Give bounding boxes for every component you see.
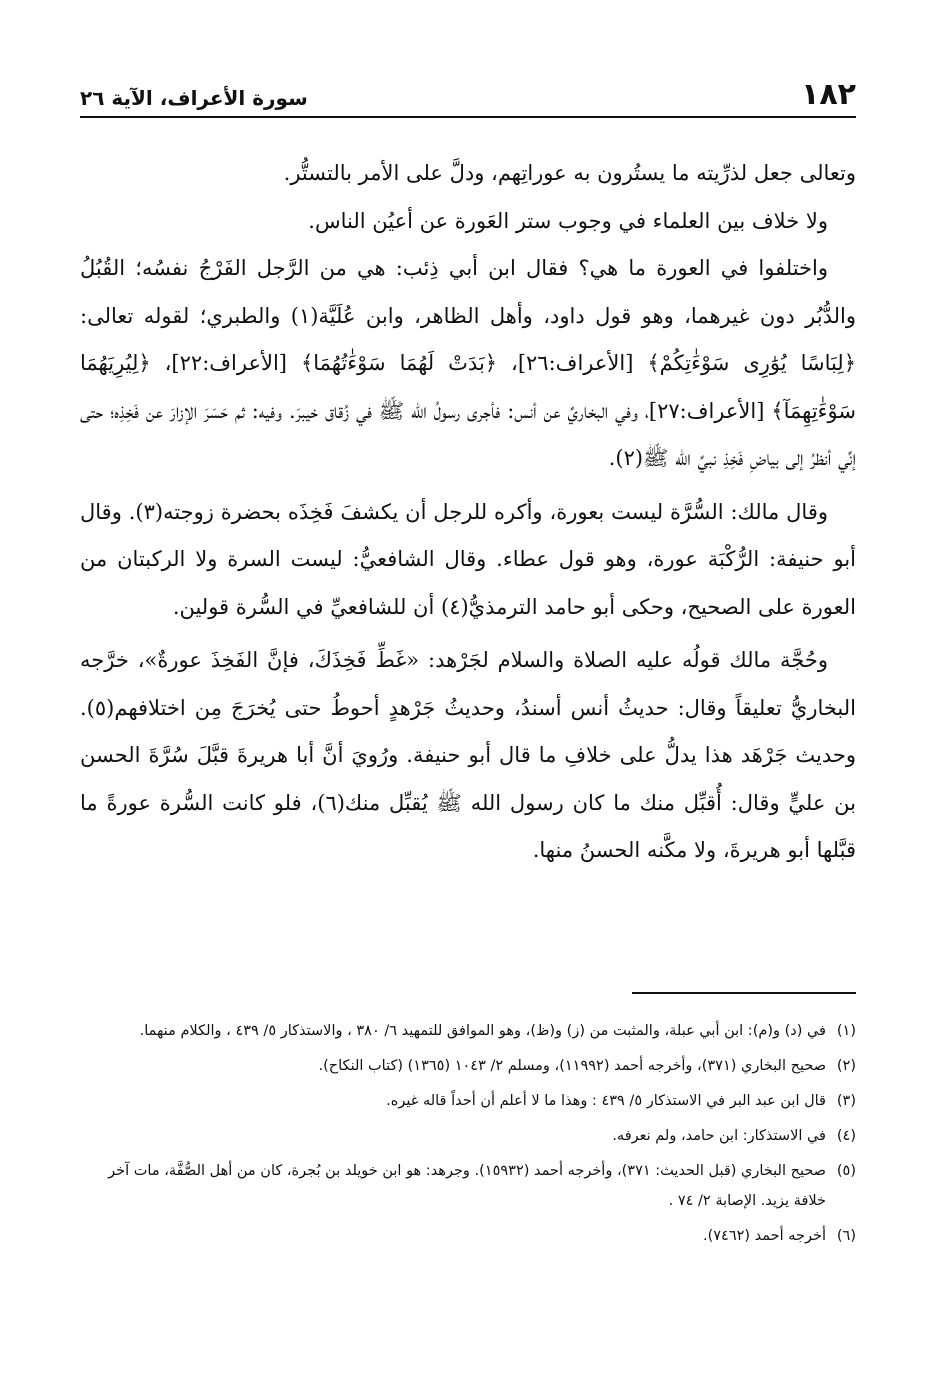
- footnote-text: في الاستذكار: ابن حامد، ولم نعرفه.: [612, 1128, 826, 1144]
- header-rule: [80, 116, 856, 118]
- footnote-number: (٥): [836, 1163, 856, 1179]
- footnote: [80, 1221, 856, 1251]
- footnote-separator: [632, 992, 856, 994]
- footnote-number: (١): [836, 1023, 856, 1039]
- running-title: سورة الأعراف، الآية ٢٦: [80, 86, 308, 110]
- footnote-text: أخرجه أحمد (٧٤٦٢).: [702, 1228, 826, 1244]
- page-number: ١٨٢: [801, 77, 856, 112]
- main-text: [80, 150, 856, 875]
- paragraph: وتعالى جعل لذرِّيته ما يستُرون به عوراتِهم، ودلَّ على الأمر بالتستُّر.: [283, 161, 856, 185]
- page-header: [80, 76, 856, 110]
- paragraph: وحُجَّة مالك قولُه عليه الصلاة والسلام لجَرْهد: «غَطِّ فَخِذَكَ، فإنَّ الفَخِذَ عورةٌ»، خرَّجه البخاريُّ تعليقاً وقال: حديثُ أنس أسندُ، وحديثُ جَرْهدٍ أحوطُ حتى يُخرَجَ مِن اختلافهم(٥). وحديث جَرْهَد هذا يدلُّ على خلافِ ما قال أبو حنيفة. ورُويَ أنَّ أبا هريرةَ قبَّلَ سُرَّةَ الحسن بن عليٍّ وقال: أُقبِّل منك ما كان رسول الله ﷺ يُقبِّل منك(٦)، فلو كانت السُّرة عورةً ما قبَّلها أبو هريرةَ، ولا مكَّنه الحسنُ منها.: [80, 648, 857, 862]
- footnote-number: (٣): [836, 1093, 856, 1109]
- footnotes: [80, 1016, 856, 1256]
- footnote-text: في (د) و(م): ابن أبي عبلة، والمثبت من (ز) و(ظ)، وهو الموافق للتمهيد ٦/ ٣٨٠ ، والاستذكار ٥/ ٤٣٩ ، والكلام منهما.: [139, 1023, 826, 1039]
- footnote-number: (٤): [836, 1128, 856, 1144]
- footnote-text: صحيح البخاري (قبل الحديث: ٣٧١)، وأخرجه أحمد (١٥٩٣٢). وجرهد: هو ابن خويلد بن بُجرة، كان من أهل الصُّفَّة، مات آخر خلافة يزيد. الإصابة ٢/ ٧٤ .: [108, 1163, 826, 1209]
- footnote: [80, 1016, 856, 1046]
- footnote: [80, 1121, 856, 1151]
- footnote-number: (٢): [836, 1058, 856, 1074]
- paragraph: واختلفوا في العورة ما هي؟ فقال ابن أبي ذِئب: هي من الرَّجل الفَرْجُ نفسُه؛ القُبُلُ والدُّبُر دون غيرهما، وهو قول داود، وأهل الظاهر، وابن عُلَيَّة(١) والطبري؛ لقوله تعالى: ﴿لِبَاسًا يُوَٰرِى سَوْءَٰتِكُمْ﴾ [الأعراف:٢٦]، ﴿بَدَتْ لَهُمَا سَوْءَٰتُهُمَا﴾ [الأعراف:٢٢]، ﴿لِيُرِيَهُمَا سَوْءَٰتِهِمَآ﴾ [الأعراف:٢٧]، وفي البخاريِّ عن أنس: فأجرى رسولُ الله ﷺ في زُقاق خيبرَ. وفيه: ثم حَسَرَ الإزارَ عن فَخِذِه؛ حتى إنِّي أنظرُ إلى بياضِ فَخِذِ نبيِّ الله ﷺ(٢).: [80, 256, 857, 470]
- footnote: [80, 1051, 856, 1081]
- footnote-number: (٦): [836, 1228, 856, 1244]
- paragraph: ولا خلاف بين العلماء في وجوب ستر العَورة عن أعيُن الناس.: [308, 208, 828, 233]
- footnote-text: قال ابن عبد البر في الاستذكار ٥/ ٤٣٩ : وهذا ما لا أعلم أن أحداً قاله غيره.: [386, 1093, 826, 1109]
- footnote-text: صحيح البخاري (٣٧١)، وأخرجه أحمد (١١٩٩٢)، ومسلم ٢/ ١٠٤٣ (١٣٦٥) (كتاب النكاح).: [318, 1058, 826, 1074]
- footnote: [80, 1156, 856, 1216]
- footnote: [80, 1086, 856, 1116]
- paragraph: وقال مالك: السُّرَّة ليست بعورة، وأكره للرجل أن يكشفَ فَخِذَه بحضرة زوجته(٣). وقال أبو حنيفة: الرُّكْبَة عورة، وهو قول عطاء. وقال الشافعيُّ: ليست السرة ولا الركبتان من العورة على الصحيح، وحكى أبو حامد الترمذيُّ(٤) أن للشافعيِّ في السُّرة قولين.: [80, 499, 856, 619]
